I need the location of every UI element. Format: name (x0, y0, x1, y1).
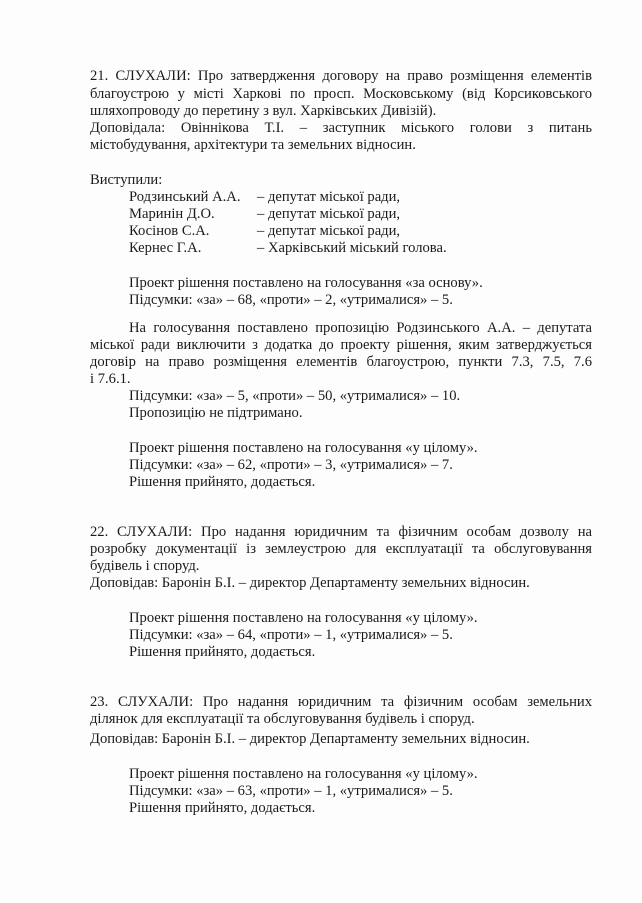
vote-line: Проект рішення поставлено на голосування «у цілому». (129, 610, 478, 626)
item-22-heard-line: будівель і споруд. (90, 558, 200, 574)
spoke-role: – Харківський міський голова. (257, 240, 447, 256)
vote-result: Підсумки: «за» – 5, «проти» – 50, «утрималися» – 10. (129, 388, 461, 404)
item-22-speaker: Доповідав: Баронін Б.І. – директор Департаменту земельних відносин. (90, 575, 530, 591)
vote-result: Підсумки: «за» – 63, «проти» – 1, «утрималися» – 5. (129, 783, 453, 799)
item-23-heard-line: 23. СЛУХАЛИ: Про надання юридичним та фізичним особам земельних (90, 694, 592, 710)
spoke-name: Косінов С.А. (129, 223, 210, 239)
item-21-speaker-line: містобудування, архітектури та земельних відносин. (90, 137, 416, 153)
spoke-name: Кернес Г.А. (129, 240, 202, 256)
item-21-heard-line: благоустрою у місті Харкові по просп. Московському (від Корсиковського (90, 86, 592, 102)
vote-line: Проект рішення поставлено на голосування «у цілому». (129, 766, 478, 782)
item-22-heard-line: розробку документації із землеустрою для експлуатації та обслуговування (90, 541, 592, 557)
spoke-name: Родзинський А.А. (129, 189, 241, 205)
vote-outcome: Рішення прийнято, додається. (129, 474, 316, 490)
proposal-line: міської ради виключити з додатка до проекту рішення, яким затверджується (90, 337, 592, 353)
vote-outcome: Пропозицію не підтримано. (129, 405, 303, 421)
spoke-role: – депутат міської ради, (257, 206, 401, 222)
spoke-name: Маринін Д.О. (129, 206, 215, 222)
proposal-line: і 7.6.1. (90, 371, 131, 387)
item-23-speaker: Доповідав: Баронін Б.І. – директор Департаменту земельних відносин. (90, 731, 530, 747)
vote-outcome: Рішення прийнято, додається. (129, 644, 316, 660)
vote-outcome: Рішення прийнято, додається. (129, 800, 316, 816)
vote-result: Підсумки: «за» – 68, «проти» – 2, «утрималися» – 5. (129, 292, 453, 308)
spoke-role: – депутат міської ради, (257, 223, 401, 239)
item-21-heard-line: 21. СЛУХАЛИ: Про затвердження договору на право розміщення елементів (90, 68, 592, 84)
item-23-heard-line: ділянок для експлуатації та обслуговування будівель і споруд. (90, 711, 475, 727)
spoke-title: Виступили: (90, 172, 163, 188)
vote-line: Проект рішення поставлено на голосування «за основу». (129, 275, 483, 291)
vote-line: Проект рішення поставлено на голосування «у цілому». (129, 440, 478, 456)
spoke-role: – депутат міської ради, (257, 189, 401, 205)
item-21-heard-line: шляхопроводу до перетину з вул. Харківських Дивізій). (90, 103, 437, 119)
proposal-line: договір на право розміщення елементів благоустрою, пункти 7.3, 7.5, 7.6 (90, 354, 592, 370)
vote-result: Підсумки: «за» – 64, «проти» – 1, «утрималися» – 5. (129, 627, 453, 643)
item-21-speaker-line: Доповідала: Овіннікова Т.І. – заступник міського голови з питань (90, 120, 592, 136)
vote-result: Підсумки: «за» – 62, «проти» – 3, «утрималися» – 7. (129, 457, 453, 473)
proposal-line: На голосування поставлено пропозицію Родзинського А.А. – депутата (129, 320, 592, 336)
item-22-heard-line: 22. СЛУХАЛИ: Про надання юридичним та фізичним особам дозволу на (90, 524, 592, 540)
